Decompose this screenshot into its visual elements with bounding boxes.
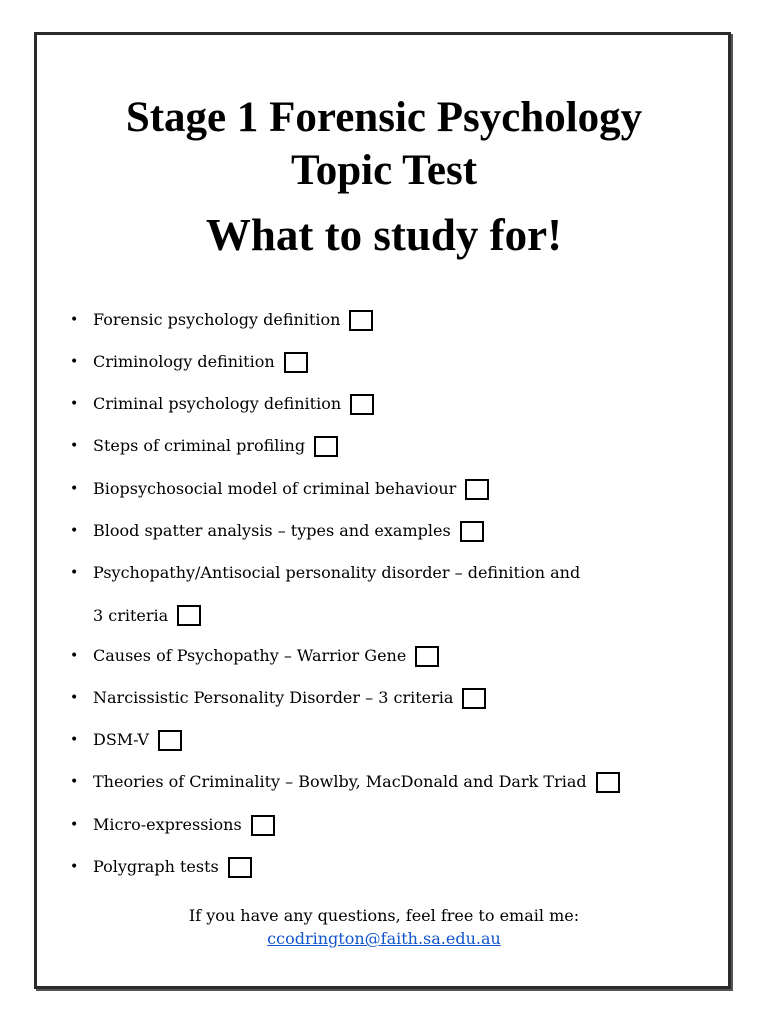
- bullet-icon: •: [70, 396, 79, 412]
- contact-email: [0, 929, 768, 948]
- email-link[interactable]: ccodrington@faith.sa.edu.au: [267, 929, 501, 948]
- bullet-icon: •: [70, 648, 79, 664]
- subtitle: What to study for!: [205, 210, 563, 260]
- bullet-icon: •: [70, 438, 79, 454]
- item-label: Micro-expressions: [93, 815, 242, 834]
- item-label: Blood spatter analysis – types and examples: [93, 521, 451, 540]
- item-label: Biopsychosocial model of criminal behaviour: [93, 479, 457, 498]
- item-label: Steps of criminal profiling: [93, 436, 306, 455]
- bullet-icon: •: [70, 565, 79, 581]
- item-label: Theories of Criminality – Bowlby, MacDonald and Dark Triad: [93, 772, 587, 791]
- checkbox[interactable]: [596, 772, 620, 793]
- checkbox[interactable]: [177, 605, 201, 626]
- bullet-icon: •: [70, 312, 79, 328]
- checkbox[interactable]: [251, 815, 275, 836]
- title-line-2: Topic Test: [290, 147, 478, 194]
- checkbox[interactable]: [284, 352, 308, 373]
- checkbox[interactable]: [350, 394, 374, 415]
- item-label: Psychopathy/Antisocial personality disorder – definition and: [93, 563, 581, 582]
- checkbox[interactable]: [460, 521, 484, 542]
- checkbox[interactable]: [228, 857, 252, 878]
- checkbox[interactable]: [314, 436, 338, 457]
- bullet-icon: •: [70, 732, 79, 748]
- checkbox[interactable]: [158, 730, 182, 751]
- bullet-icon: •: [70, 774, 79, 790]
- checkbox[interactable]: [465, 479, 489, 500]
- item-label: Polygraph tests: [93, 857, 219, 876]
- item-label: Causes of Psychopathy – Warrior Gene: [93, 646, 407, 665]
- item-label: Criminology definition: [93, 352, 275, 371]
- bullet-icon: •: [70, 354, 79, 370]
- title-line-1: Stage 1 Forensic Psychology: [125, 94, 643, 141]
- bullet-icon: •: [70, 817, 79, 833]
- checkbox[interactable]: [415, 646, 439, 667]
- bullet-icon: •: [70, 859, 79, 875]
- checkbox[interactable]: [462, 688, 486, 709]
- bullet-icon: •: [70, 523, 79, 539]
- bullet-icon: •: [70, 690, 79, 706]
- item-label: Criminal psychology definition: [93, 394, 342, 413]
- item-label: Narcissistic Personality Disorder – 3 criteria: [93, 688, 454, 707]
- checkbox[interactable]: [349, 310, 373, 331]
- list-item-continuation: [93, 604, 201, 626]
- item-label: 3 criteria: [93, 605, 169, 625]
- item-label: Forensic psychology definition: [93, 310, 341, 329]
- bullet-icon: •: [70, 481, 79, 497]
- item-label: DSM-V: [93, 730, 149, 749]
- contact-text: If you have any questions, feel free to email me:: [188, 906, 580, 925]
